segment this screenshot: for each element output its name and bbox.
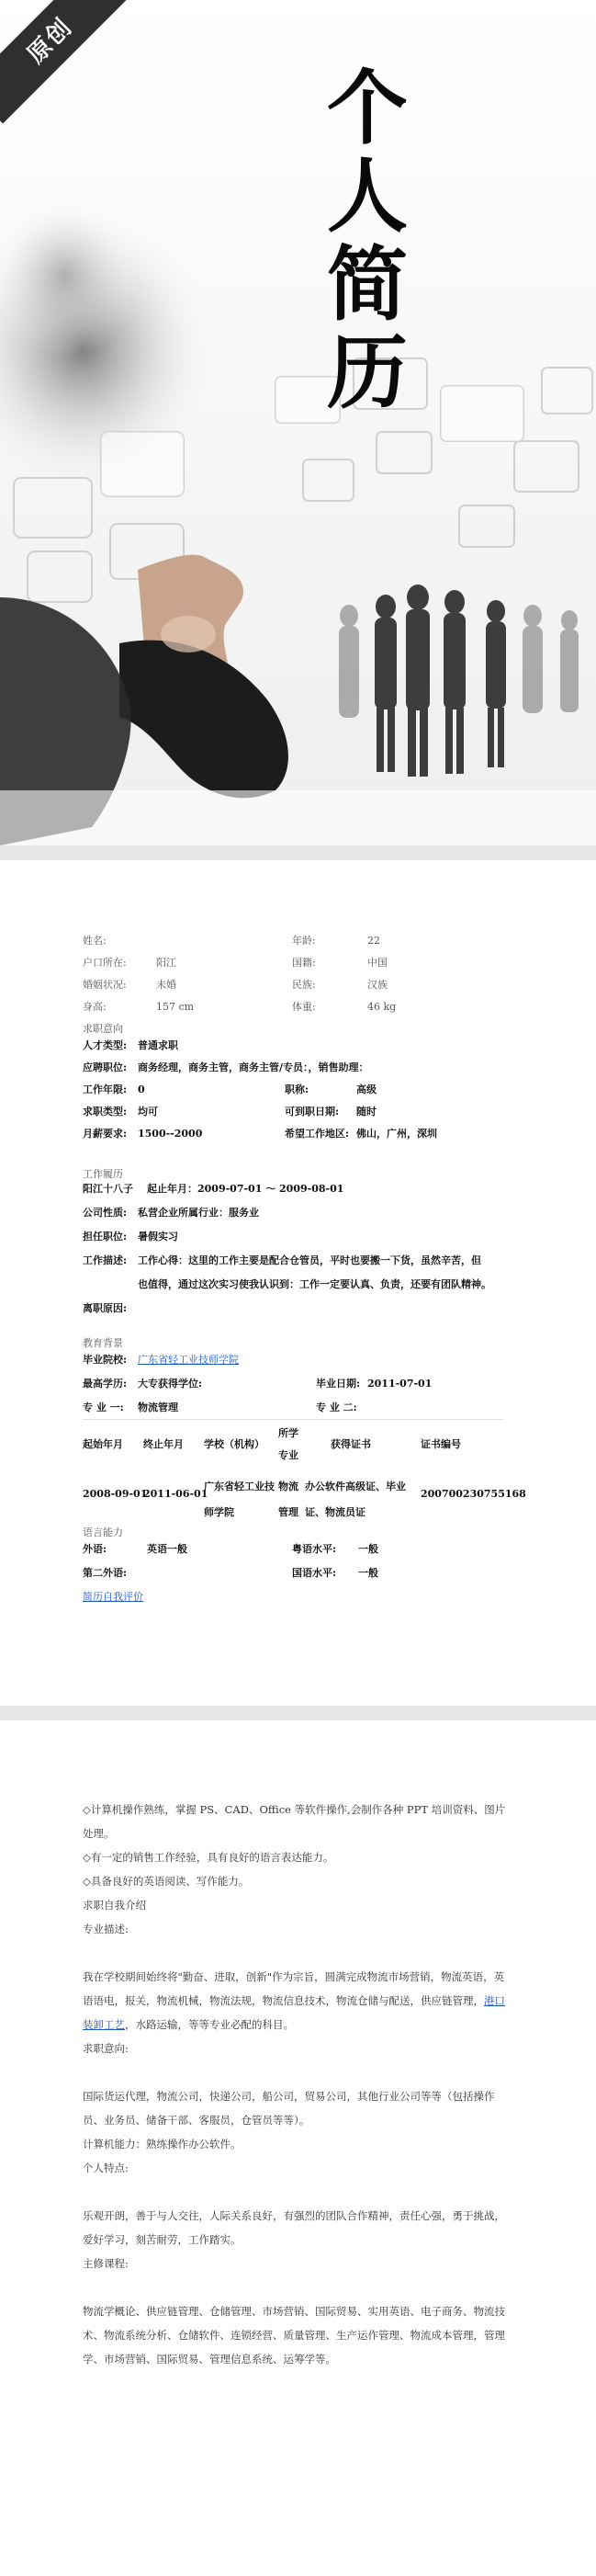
skill-sales: ◇有一定的销售工作经验，具有良好的语言表达能力。 <box>83 1851 334 1864</box>
role-label: 担任职位: <box>83 1231 128 1243</box>
title-value: 高级 <box>356 1084 377 1095</box>
title-char: 历 <box>326 325 408 420</box>
major-heading: 专业描述: <box>83 1923 129 1935</box>
table-header: 获得证书 <box>331 1438 371 1450</box>
table-header: 终止年月 <box>143 1438 184 1450</box>
work-company: 阳江十八子 <box>83 1183 133 1195</box>
grad-label: 毕业日期: <box>316 1378 361 1390</box>
cantonese-label: 粤语水平: <box>292 1543 337 1555</box>
marital-label: 婚姻状况: <box>83 979 127 991</box>
table-header: 证书编号 <box>421 1438 461 1450</box>
hukou-value: 阳江 <box>156 957 176 969</box>
arrival-label: 可到职日期: <box>285 1106 340 1118</box>
area-label: 希望工作地区: <box>285 1128 350 1140</box>
school-link[interactable]: 广东省轻工业技师学院 <box>138 1354 239 1366</box>
talent-value: 普通求职 <box>138 1039 178 1051</box>
title-label: 职称: <box>285 1084 309 1095</box>
intent-heading: 求职意向: <box>83 2042 129 2055</box>
section-intent: 求职意向 <box>83 1023 123 1035</box>
title-char: 简 <box>326 237 408 332</box>
height-label: 身高: <box>83 1001 107 1013</box>
nation-value: 中国 <box>367 957 388 969</box>
major2-label: 专 业 二: <box>316 1401 357 1413</box>
table-cell: 200700230755168 <box>421 1488 526 1500</box>
salary-value: 1500--2000 <box>138 1128 203 1140</box>
school-label: 毕业院校: <box>83 1354 128 1366</box>
table-cell: 办公软件高级证、毕业证、物流员证 <box>305 1481 406 1518</box>
weight-value: 46 kg <box>367 1001 397 1013</box>
courses-heading: 主修课程: <box>83 2257 129 2270</box>
table-header: 所学专业 <box>278 1427 298 1461</box>
table-header: 起始年月 <box>83 1438 123 1450</box>
foreign-value: 英语一般 <box>147 1543 187 1555</box>
height-value: 157 cm <box>156 1001 195 1013</box>
intro-heading: 求职自我介绍 <box>83 1899 146 1912</box>
section-language: 语言能力 <box>83 1526 123 1538</box>
traits-description: 乐观开朗，善于与人交往，人际关系良好，有强烈的团队合作精神，责任心强，勇于挑战，爱好学习，刻苦耐劳，工作踏实。 <box>83 2209 505 2246</box>
foreign-label: 外语: <box>83 1543 107 1555</box>
position-label: 应聘职位: <box>83 1061 128 1073</box>
type-value: 均可 <box>138 1106 158 1118</box>
desc-line1: 工作心得：这里的工作主要是配合仓管员，平时也要搬一下货，虽然辛苦，但 <box>138 1254 481 1266</box>
table-divider <box>83 1419 504 1420</box>
table-cell: 2008-09-01 <box>83 1488 148 1500</box>
degree-label: 最高学历: <box>83 1378 128 1390</box>
ethnic-value: 汉族 <box>367 979 388 991</box>
area-value: 佛山，广州，深圳 <box>356 1128 437 1140</box>
salary-label: 月薪要求: <box>83 1128 128 1140</box>
cover-title <box>317 61 418 420</box>
table-cell: 物流管理 <box>278 1481 298 1518</box>
title-char: 人 <box>326 149 408 244</box>
courses-description: 物流学概论、供应链管理、仓储管理、市场营销、国际贸易、实用英语、电子商务、物流技术、物流系统分析、仓储软件、连锁经营、质量管理、生产运作管理、物流成本管理，管理学、市场营销、国际贸易、管理信息系统、运筹学等。 <box>83 2305 505 2366</box>
work-period: 起止年月：2009-07-01 ～ 2009-08-01 <box>147 1183 344 1195</box>
page-gap <box>0 845 596 860</box>
traits-heading: 个人特点: <box>83 2162 129 2174</box>
mandarin-label: 国语水平: <box>292 1567 337 1579</box>
ethnic-label: 民族: <box>292 979 316 991</box>
grad-value: 2011-07-01 <box>367 1378 433 1390</box>
desc-label: 工作描述: <box>83 1254 128 1266</box>
hukou-label: 户口所在: <box>83 957 127 969</box>
weight-label: 体重: <box>292 1001 316 1013</box>
resume-page <box>0 860 596 1706</box>
skill-english: ◇具备良好的英语阅读、写作能力。 <box>83 1875 250 1888</box>
marital-value: 未婚 <box>156 979 176 991</box>
port-handling-link[interactable]: 港口装卸工艺 <box>83 1994 505 2031</box>
table-header: 学校（机构） <box>204 1438 264 1450</box>
self-eval-page <box>0 1720 596 2576</box>
major-text-end: ，水路运输，等等专业必配的科目。 <box>125 2018 294 2031</box>
arrival-value: 随时 <box>356 1106 377 1118</box>
intent-description: 国际货运代理，物流公司，快递公司，船公司，贸易公司，其他行业公司等等（包括操作员、业务员、储备干部、客服员，仓管员等等）。 <box>83 2090 495 2127</box>
age-value: 22 <box>367 935 380 947</box>
table-cell: 广东省轻工业技师学院 <box>204 1481 275 1518</box>
major1-label: 专 业 一: <box>83 1401 124 1413</box>
cover-photo <box>0 0 596 845</box>
position-value: 商务经理，商务主管，商务主管/专员：，销售助理： <box>138 1061 369 1073</box>
leave-label: 离职原因: <box>83 1302 128 1314</box>
skill-computer: ◇计算机操作熟练，掌握 PS、CAD、Office 等软件操作,会制作各种 PPT 培训资料、图片处理。 <box>83 1803 506 1840</box>
cover-page <box>0 0 596 845</box>
page-gap <box>0 1706 596 1720</box>
major-text: 我在学校期间始终将"勤奋、进取，创新"作为宗旨，圆满完成物流市场营销，物流英语，英语语电，报关，物流机械，物流法规，物流信息技术，物流仓储与配送，供应链管理， <box>83 1970 505 2007</box>
section-work: 工作履历 <box>83 1168 123 1180</box>
self-eval-link[interactable]: 简历自我评价 <box>83 1591 143 1603</box>
cantonese-value: 一般 <box>358 1543 378 1555</box>
years-value: 0 <box>138 1084 145 1095</box>
major-description <box>83 1965 514 2037</box>
computer-ability: 计算机能力：熟练操作办公软件。 <box>83 2138 242 2150</box>
age-label: 年龄: <box>292 935 316 947</box>
nature-label: 公司性质: <box>83 1207 128 1219</box>
name-label: 姓名: <box>83 935 107 947</box>
original-badge: 原创 <box>0 0 133 124</box>
major1-value: 物流管理 <box>138 1401 178 1413</box>
degree-value: 大专获得学位: <box>138 1378 203 1390</box>
type-label: 求职类型: <box>83 1106 128 1118</box>
role-value: 暑假实习 <box>138 1231 178 1243</box>
title-char: 个 <box>326 61 408 155</box>
years-label: 工作年限: <box>83 1084 128 1095</box>
talent-label: 人才类型: <box>83 1039 128 1051</box>
desc-line2: 也值得，通过这次实习使我认识到：工作一定要认真、负责，还要有团队精神。 <box>138 1278 491 1290</box>
nation-label: 国籍: <box>292 957 316 969</box>
mandarin-value: 一般 <box>358 1567 378 1579</box>
nature-value: 私营企业所属行业：服务业 <box>138 1207 259 1219</box>
table-cell: 2011-06-01 <box>143 1488 208 1500</box>
section-education: 教育背景 <box>83 1337 123 1349</box>
second-label: 第二外语: <box>83 1567 128 1579</box>
